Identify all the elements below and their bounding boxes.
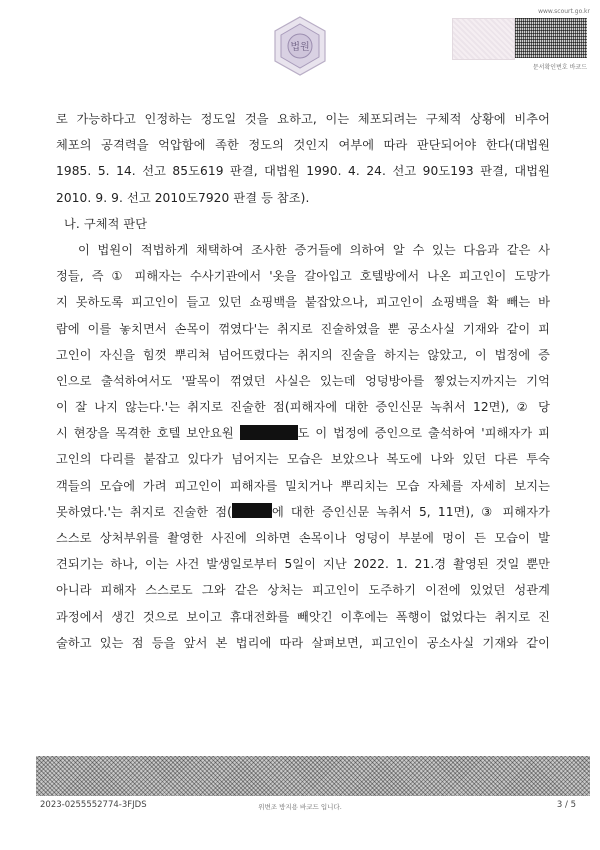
body-line: 체포의 공격력을 억압함에 족한 정도의 것인지 여부에 따라 판단되어야 한다(대법원 (56, 138, 550, 153)
court-seal-logo (268, 14, 332, 78)
body-line-segment: 못하였다.'는 취지로 진술한 점( (56, 504, 232, 519)
site-url: www.scourt.go.kr (538, 8, 590, 15)
body-line: 지 못하도록 피고인이 들고 있던 쇼핑백을 붙잡았으나, 피고인이 쇼핑백을 확 빼는 바 (56, 295, 550, 310)
redaction-block (240, 425, 298, 440)
body-line: 아니라 피해자 스스로도 그와 같은 상처는 피고인이 도주하기 이전에 있었던 성관계 (56, 583, 550, 598)
body-line-segment: 에 대한 증인신문 녹취서 5, 11면), ③ 피해자가 (271, 504, 550, 519)
redaction-block (232, 503, 272, 518)
body-line: 로 가능하다고 인정하는 정도일 것을 요하고, 이는 체포되려는 구체적 상황에 비추어 (56, 112, 550, 126)
body-line: 람에 이를 놓치면서 손목이 꺾였다'는 취지로 진술하였을 뿐 공소사실 기재와 같이 피 (56, 321, 550, 336)
body-line: 객들의 모습에 가려 피고인이 피해자를 밀치거나 뿌리치는 모습 자체를 자세히 보지는 (56, 478, 550, 493)
document-number: 2023-0255552774-3FJDS (40, 800, 147, 810)
qr-caption: 문서확인번호 바코드 (532, 64, 587, 71)
body-line: 고인이 자신을 힘껏 뿌리쳐 넘어뜨렸다는 취지의 진술을 하지는 않았고, 이 법정에 증 (56, 347, 550, 362)
anti-forgery-barcode (36, 756, 590, 796)
body-line: 1985. 5. 14. 선고 85도619 판결, 대법원 1990. 4. 24. 선고 90도193 판결, 대법원 (56, 164, 550, 179)
body-line: 고인의 다리를 붙잡고 있다가 넘어지는 모습은 보았으나 복도에 나와 있던 다른 투숙 (56, 452, 550, 467)
body-line (56, 420, 550, 446)
qr-code-icon (515, 18, 587, 58)
body-line: 스스로 상처부위를 촬영한 사진에 의하면 손목이나 엉덩이 부분에 멍이 든 모습이 발 (56, 531, 550, 545)
body-line: 과정에서 생긴 것으로 보이고 휴대전화를 빼앗긴 이후에는 폭행이 없었다는 취지로 진 (56, 609, 550, 624)
body-line (56, 499, 550, 525)
svg-text:법원: 법원 (290, 42, 310, 53)
body-line: 정들, 즉 ① 피해자는 수사기관에서 '옷을 갈아입고 호텔방에서 나온 피고인이 도망가 (56, 269, 550, 284)
body-line: 인으로 출석하여서도 '팔목이 꺾였던 사실은 있는데 엉덩방아를 찧었는지까지는 기억 (56, 373, 550, 388)
body-line: 이 법원이 적법하게 채택하여 조사한 증거들에 의하여 알 수 있는 다음과 같은 사 (78, 242, 550, 257)
body-line-segment: 시 현장을 목격한 호텔 보안요원 (56, 426, 240, 441)
judgment-body (56, 106, 550, 656)
verification-box (452, 18, 515, 60)
body-line: 견되기는 하나, 이는 사건 발생일로부터 5일이 지난 2022. 1. 21.경 촬영된 것일 뿐만 (56, 557, 550, 572)
body-line-segment: 도 이 법정에 증인으로 출석하여 '피해자가 피 (297, 426, 550, 441)
barcode-note: 위변조 방지용 바코드 입니다. (258, 803, 342, 811)
body-line: 이 잘 나지 않는다.'는 취지로 진술한 점(피해자에 대한 증인신문 녹취서 12면), ② 당 (56, 400, 550, 415)
body-line: 2010. 9. 9. 선고 2010도7920 판결 등 참조). (56, 190, 310, 205)
body-line: 술하고 있는 점 등을 앞서 본 법리에 따라 살펴보면, 피고인이 공소사실 기재와 같이 (56, 635, 550, 650)
page-number: 3 / 5 (556, 800, 576, 810)
section-heading: 나. 구체적 판단 (64, 216, 148, 231)
